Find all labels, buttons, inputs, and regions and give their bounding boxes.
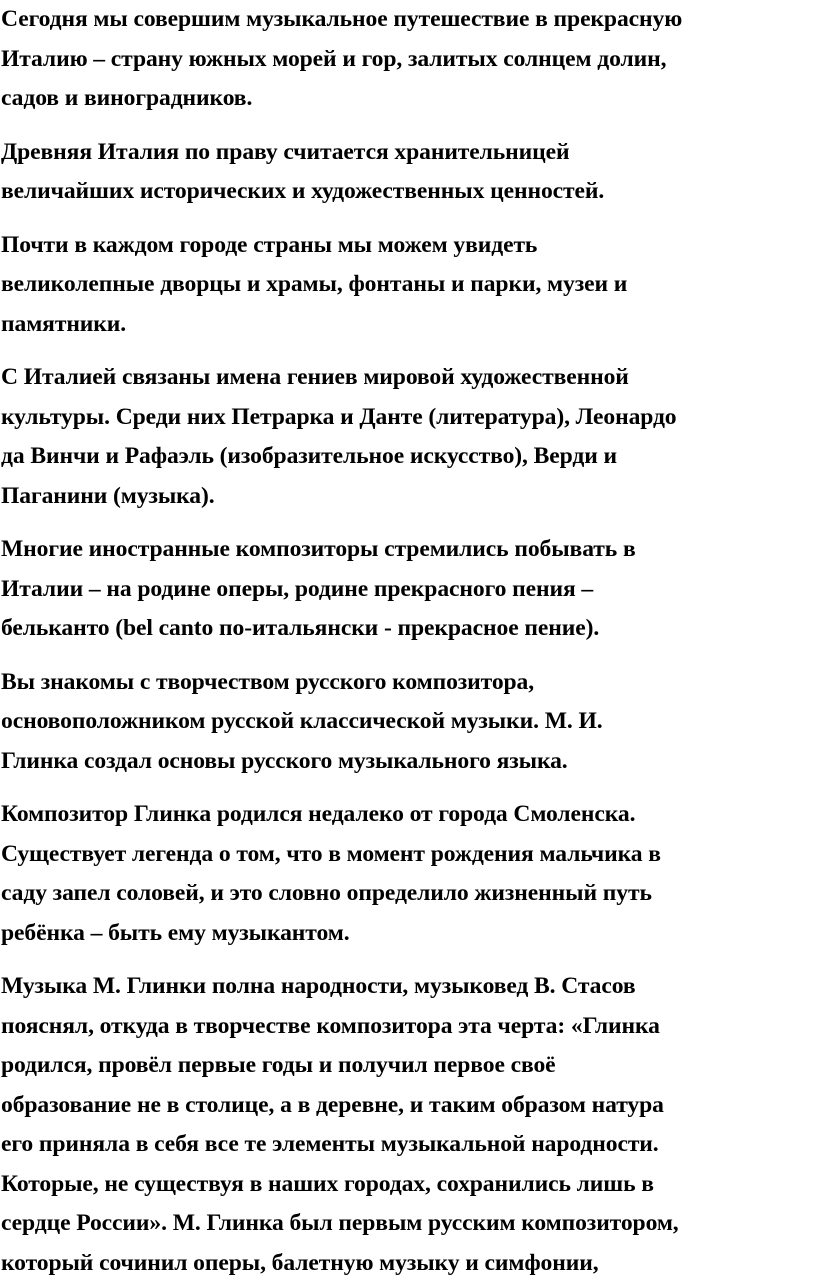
text-line: величайших исторических и художественных ценностей.	[1, 172, 812, 212]
text-line: Многие иностранные композиторы стремились побывать в	[1, 530, 812, 570]
text-line: Глинка создал основы русского музыкального языка.	[1, 742, 812, 782]
text-line: С Италией связаны имена гениев мировой художественной	[1, 358, 812, 398]
text-line: великолепные дворцы и храмы, фонтаны и парки, музеи и	[1, 265, 812, 305]
text-line: Италии – на родине оперы, родине прекрасного пения –	[1, 570, 812, 610]
text-line: который сочинил оперы, балетную музыку и симфонии,	[1, 1244, 812, 1283]
text-line: Музыка М. Глинки полна народности, музыковед В. Стасов	[1, 967, 812, 1007]
text-line: да Винчи и Рафаэль (изобразительное искусство), Верди и	[1, 437, 812, 477]
paragraph-1	[1, 0, 812, 119]
text-line: бельканто (bel canto по-итальянски - прекрасное пение).	[1, 609, 812, 649]
paragraph-4	[1, 358, 812, 516]
text-line: Композитор Глинка родился недалеко от города Смоленска.	[1, 795, 812, 835]
text-line: памятники.	[1, 305, 812, 345]
text-line: Древняя Италия по праву считается хранительницей	[1, 133, 812, 173]
paragraph-5	[1, 530, 812, 649]
text-line: Почти в каждом городе страны мы можем увидеть	[1, 226, 812, 266]
paragraph-6	[1, 663, 812, 782]
text-line: Существует легенда о том, что в момент рождения мальчика в	[1, 835, 812, 875]
paragraph-8	[1, 967, 812, 1283]
text-line: пояснял, откуда в творчестве композитора эта черта: «Глинка	[1, 1007, 812, 1047]
text-line: его приняла в себя все те элементы музыкальной народности.	[1, 1125, 812, 1165]
text-line: основоположником русской классической музыки. М. И.	[1, 702, 812, 742]
text-line: Сегодня мы совершим музыкальное путешествие в прекрасную	[1, 0, 812, 40]
paragraph-2	[1, 133, 812, 212]
text-line: Которые, не существуя в наших городах, сохранились лишь в	[1, 1165, 812, 1205]
paragraph-3	[1, 226, 812, 345]
text-line: Паганини (музыка).	[1, 477, 812, 517]
text-line: родился, провёл первые годы и получил первое своё	[1, 1046, 812, 1086]
text-line: ребёнка – быть ему музыкантом.	[1, 914, 812, 954]
text-line: образование не в столице, а в деревне, и таким образом натура	[1, 1086, 812, 1126]
text-line: сердце России». М. Глинка был первым русским композитором,	[1, 1204, 812, 1244]
text-line: Вы знакомы с творчеством русского композитора,	[1, 663, 812, 703]
text-line: Италию – страну южных морей и гор, залитых солнцем долин,	[1, 40, 812, 80]
text-line: садов и виноградников.	[1, 79, 812, 119]
text-line: культуры. Среди них Петрарка и Данте (литература), Леонардо	[1, 398, 812, 438]
paragraph-7	[1, 795, 812, 953]
text-line: саду запел соловей, и это словно определило жизненный путь	[1, 874, 812, 914]
